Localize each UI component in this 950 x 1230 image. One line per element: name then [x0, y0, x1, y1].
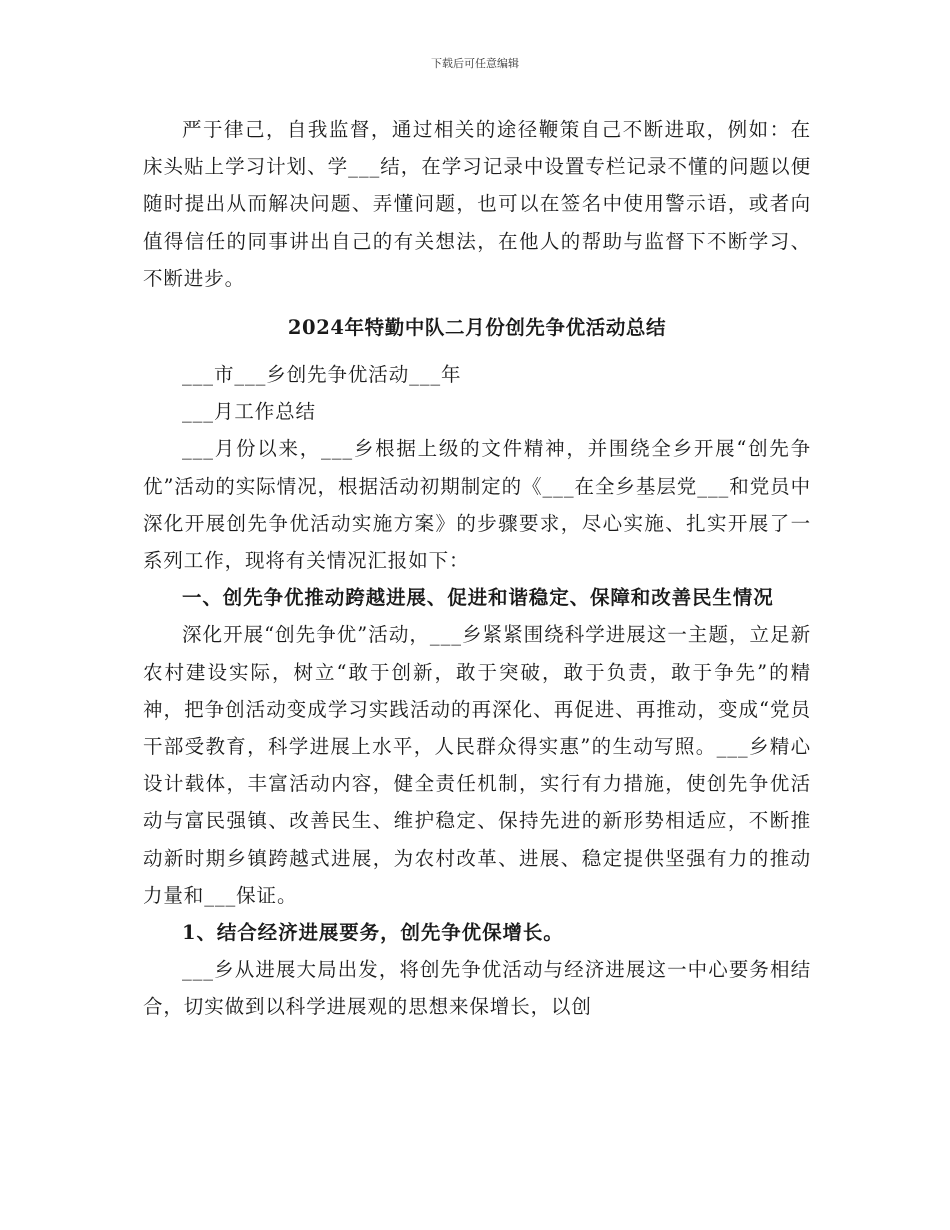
section-heading-1: 一、创先争优推动跨越进展、促进和谐稳定、保障和改善民生情况 — [182, 586, 774, 610]
paragraph-self-discipline: 严于律己，自我监督，通过相关的途径鞭策自己不断进取，例如：在床头贴上学习计划、学___结，在学习记录中设置专栏记录不懂的问题以便随时提出从而解决问题、弄懂问题，也可以在签名中使用警示语，或者向值得信任的同事讲出自己的有关想法，在他人的帮助与监督下不断学习、不断进步。 — [143, 118, 811, 290]
subsection-heading-1: 1、结合经济进展要务，创先争优保增长。 — [182, 921, 564, 945]
paragraph-intro: ___月份以来，___乡根据上级的文件精神，并围绕全乡开展“创先争优”活动的实际情况，根据活动初期制定的《___在全乡基层党___和党员中深化开展创先争优活动实施方案》的步骤要求，尽心实施、扎实开展了一系列工作，现将有关情况汇报如下： — [143, 437, 811, 573]
paragraph-section-1: 深化开展“创先争优”活动，___乡紧紧围绕科学进展这一主题，立足新农村建设实际，树立“敢于创新，敢于突破，敢于负责，敢于争先”的精神，把争创活动变成学习实践活动的再深化、再促进、再推动，变成“党员干部受教育，科学进展上水平，人民群众得实惠”的生动写照。___乡精心设计载体，丰富活动内容，健全责任机制，实行有力措施，使创先争优活动与富民强镇、改善民生、维护稳定、保持先进的新形势相适应，不断推动新时期乡镇跨越式进展，为农村改革、进展、稳定提供坚强有力的推动力量和___保证。 — [143, 623, 811, 907]
paragraph-subsection-1: ___乡从进展大局出发，将创先争优活动与经济进展这一中心要务相结合，切实做到以科学进展观的思想来保增长，以创 — [143, 958, 811, 1019]
paragraph-subtitle-line-1: ___市___乡创先争优活动___年 — [182, 363, 462, 387]
page-header: 下载后可任意编辑 — [431, 57, 519, 70]
paragraph-subtitle-line-2: ___月工作总结 — [182, 400, 316, 424]
document-title: 2024年特勤中队二月份创先争优活动总结 — [287, 316, 667, 340]
document-body — [143, 111, 811, 1026]
